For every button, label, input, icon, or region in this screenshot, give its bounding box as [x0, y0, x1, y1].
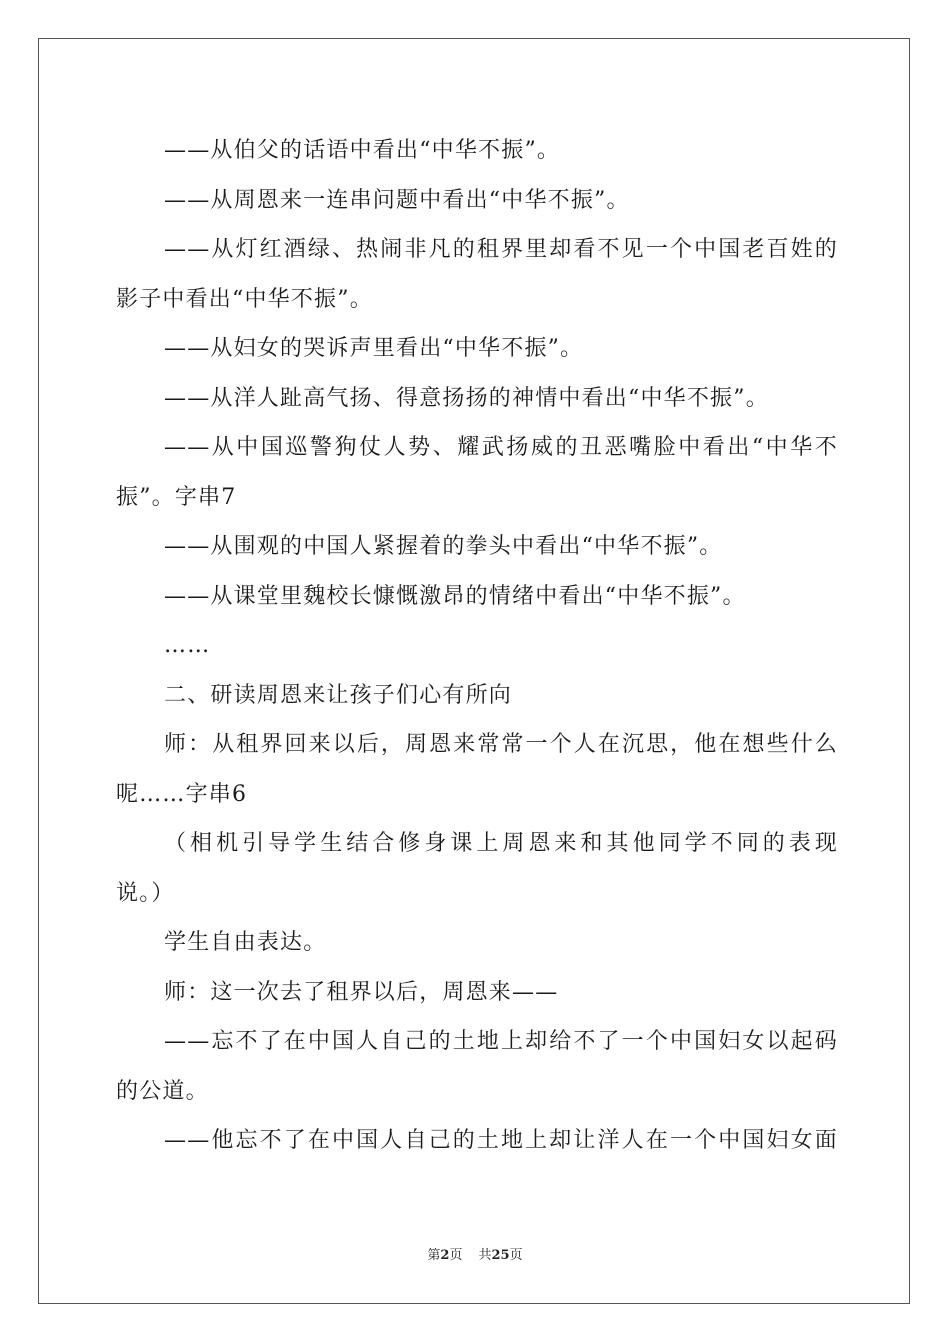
text-line: 的公道。 [116, 1078, 209, 1104]
page-footer [0, 1246, 950, 1266]
text-line: ——他忘不了在中国人自己的土地上却让洋人在一个中国妇女面 [164, 1128, 838, 1153]
footer-total-pages: 25 [491, 1248, 510, 1263]
text-line: ——从妇女的哭诉声里看出“中华不振”。 [164, 336, 584, 361]
footer-prefix: 第 [427, 1248, 441, 1263]
text-line: 师：这一次去了租界以后，周恩来—— [164, 979, 559, 1005]
text-line: ——从中国巡警狗仗人势、耀武扬威的丑恶嘴脸中看出“中华不 [164, 435, 838, 460]
footer-total-unit: 页 [509, 1248, 523, 1263]
text-line: …… [164, 633, 211, 658]
text-line: 振”。字串7 [116, 484, 237, 510]
text-line: ——从伯父的话语中看出“中华不振”。 [164, 138, 561, 163]
text-line: 说。） [116, 880, 175, 906]
document-body [116, 126, 838, 1166]
footer-total-prefix: 共 [478, 1248, 492, 1263]
text-line: 学生自由表达。 [164, 930, 327, 955]
text-line: ——从洋人趾高气扬、得意扬扬的神情中看出“中华不振”。 [164, 385, 769, 411]
text-line: 呢……字串6 [116, 781, 248, 807]
footer-page-number: 2 [440, 1248, 450, 1263]
text-line: ——从周恩来一连串问题中看出“中华不振”。 [164, 187, 630, 213]
footer-page-unit: 页 [449, 1248, 463, 1263]
text-line: ——从围观的中国人紧握着的拳头中看出“中华不振”。 [164, 534, 723, 559]
text-line: ——从课堂里魏校长慷慨激昂的情绪中看出“中华不振”。 [164, 583, 746, 609]
text-line: ——从灯红酒绿、热闹非凡的租界里却看不见一个中国老百姓的 [164, 237, 838, 262]
text-line: ——忘不了在中国人自己的土地上却给不了一个中国妇女以起码 [164, 1029, 838, 1054]
text-line: 二、研读周恩来让孩子们心有所向 [164, 682, 513, 708]
text-line: （相机引导学生结合修身课上周恩来和其他同学不同的表现 [164, 831, 838, 856]
text-line: 影子中看出“中华不振”。 [116, 286, 373, 312]
text-line: 师：从租界回来以后，周恩来常常一个人在沉思，他在想些什么 [164, 732, 838, 757]
